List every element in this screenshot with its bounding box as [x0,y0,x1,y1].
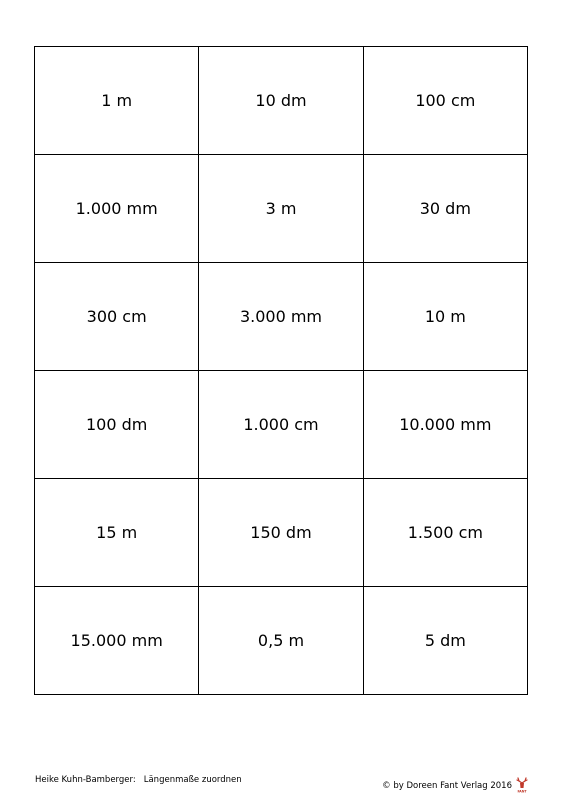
footer-copyright: © by Doreen Fant Verlag 2016 [382,781,512,791]
footer-copyright-block [382,775,529,791]
card: 1 m [35,47,199,155]
card-row [35,479,528,587]
card-row [35,155,528,263]
footer-credit [35,775,242,785]
card: 1.500 cm [363,479,527,587]
card-row [35,371,528,479]
card-grid [34,46,528,695]
card: 100 cm [363,47,527,155]
card: 15.000 mm [35,587,199,695]
footer-author: Heike Kuhn-Bamberger: [35,775,136,785]
card: 15 m [35,479,199,587]
svg-text:FANT: FANT [517,789,527,793]
card: 5 dm [363,587,527,695]
card-row [35,587,528,695]
card: 1.000 mm [35,155,199,263]
card: 3 m [199,155,363,263]
footer-title: Längenmaße zuordnen [143,775,242,785]
card: 150 dm [199,479,363,587]
card: 3.000 mm [199,263,363,371]
card-row [35,263,528,371]
card: 300 cm [35,263,199,371]
card: 1.000 cm [199,371,363,479]
card: 10 m [363,263,527,371]
card: 30 dm [363,155,527,263]
card: 0,5 m [199,587,363,695]
card-row [35,47,528,155]
publisher-logo-icon [515,777,529,793]
card: 100 dm [35,371,199,479]
card: 10 dm [199,47,363,155]
card: 10.000 mm [363,371,527,479]
